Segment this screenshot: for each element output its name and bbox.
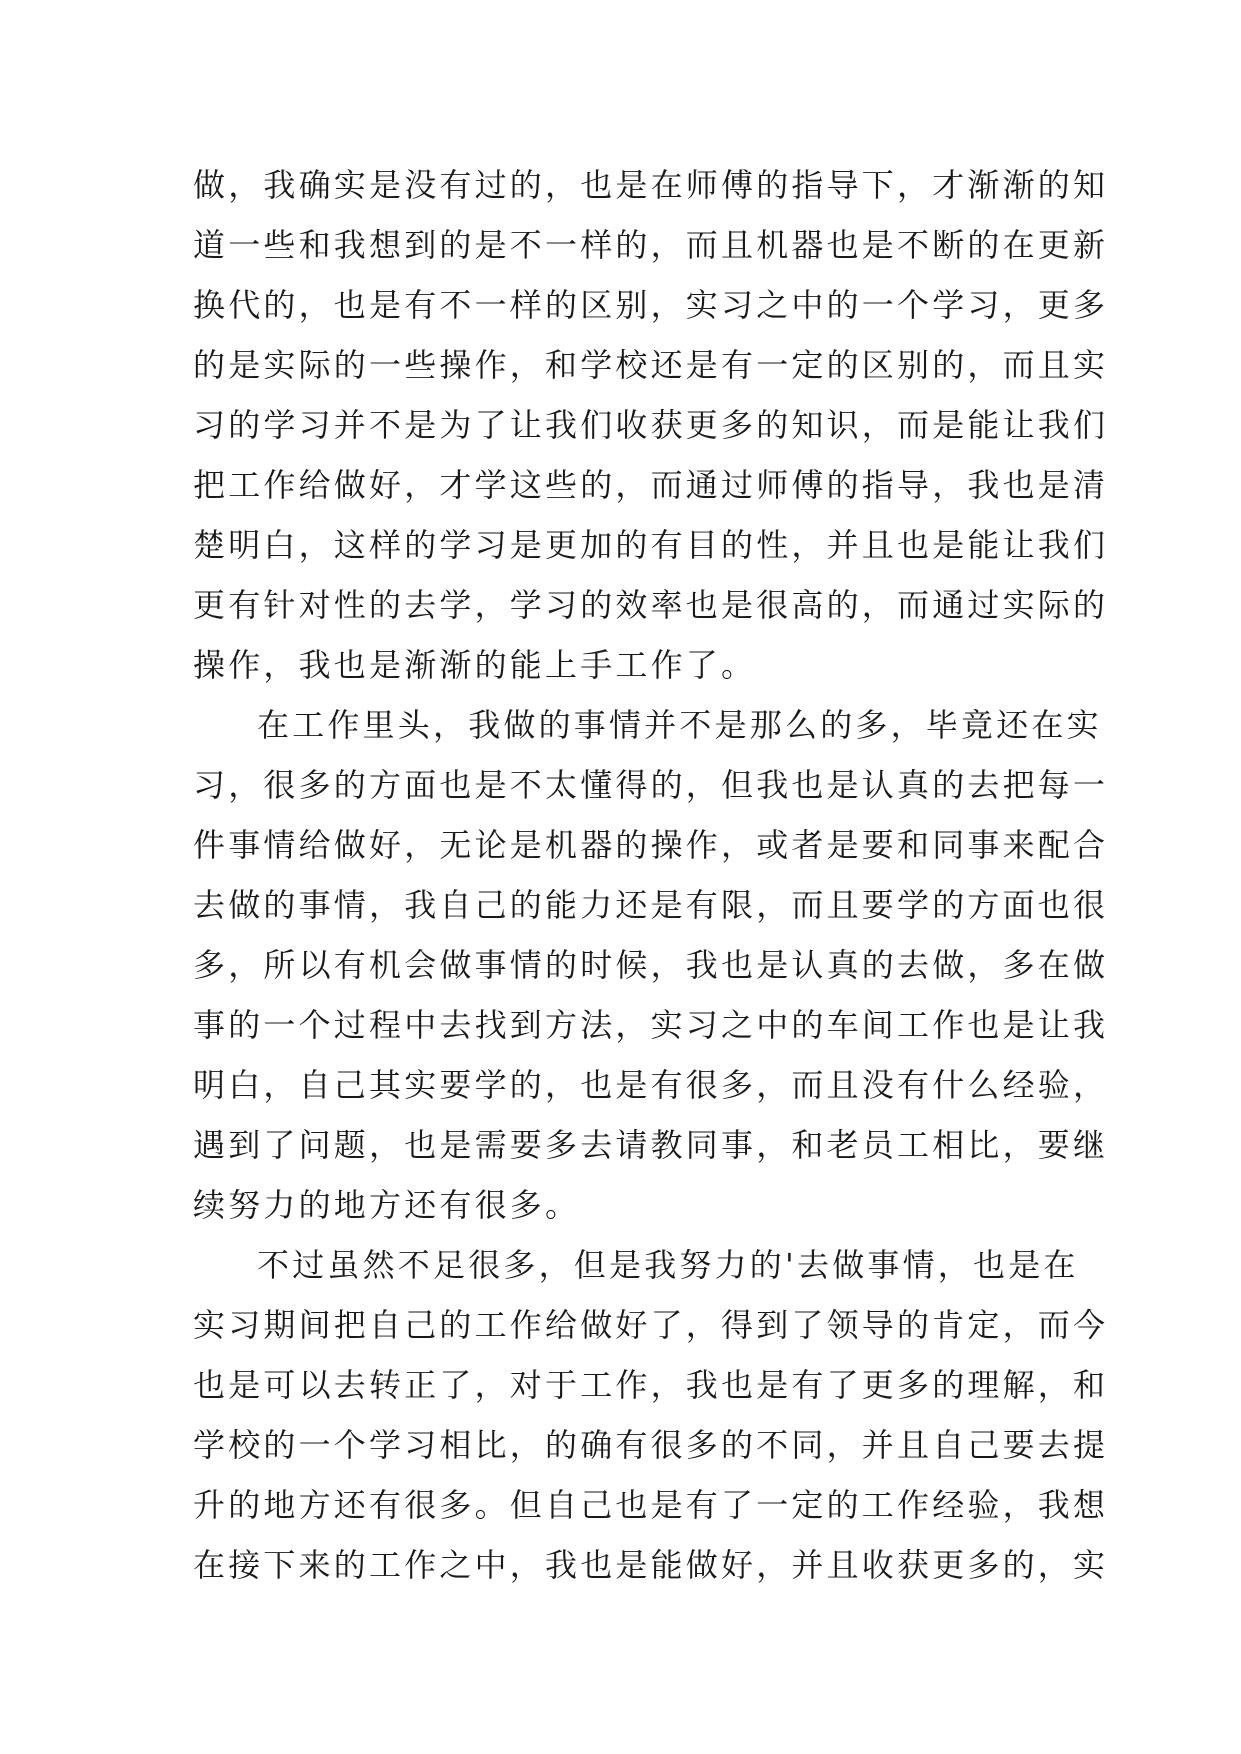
text-line: 不过虽然不足很多，但是我努力的'去做事情，也是在 (257, 1246, 1079, 1284)
text-line: 做，我确实是没有过的，也是在师傅的指导下，才渐渐的知 (193, 166, 1109, 204)
text-line: 也是可以去转正了，对于工作，我也是有了更多的理解，和 (193, 1366, 1109, 1404)
text-line: 去做的事情，我自己的能力还是有限，而且要学的方面也很 (193, 886, 1109, 924)
text-line: 在工作里头，我做的事情并不是那么的多，毕竟还在实 (257, 706, 1102, 744)
text-line: 在接下来的工作之中，我也是能做好，并且收获更多的，实 (193, 1546, 1109, 1584)
text-line: 学校的一个学习相比，的确有很多的不同，并且自己要去提 (193, 1426, 1109, 1464)
text-line: 明白，自己其实要学的，也是有很多，而且没有什么经验， (193, 1066, 1109, 1104)
text-line: 件事情给做好，无论是机器的操作，或者是要和同事来配合 (193, 826, 1109, 864)
document-body (193, 155, 1109, 1595)
text-line: 事的一个过程中去找到方法，实习之中的车间工作也是让我 (193, 1006, 1109, 1044)
text-line: 续努力的地方还有很多。 (193, 1186, 581, 1224)
text-line: 实习期间把自己的工作给做好了，得到了领导的肯定，而今 (193, 1306, 1109, 1344)
text-line: 遇到了问题，也是需要多去请教同事，和老员工相比，要继 (193, 1126, 1109, 1164)
text-line: 楚明白，这样的学习是更加的有目的性，并且也是能让我们 (193, 526, 1109, 564)
text-line: 多，所以有机会做事情的时候，我也是认真的去做，多在做 (193, 946, 1109, 984)
text-line: 习的学习并不是为了让我们收获更多的知识，而是能让我们 (193, 406, 1109, 444)
text-line: 操作，我也是渐渐的能上手工作了。 (193, 646, 757, 684)
text-line: 换代的，也是有不一样的区别，实习之中的一个学习，更多 (193, 286, 1109, 324)
text-line: 习，很多的方面也是不太懂得的，但我也是认真的去把每一 (193, 766, 1109, 804)
text-line: 的是实际的一些操作，和学校还是有一定的区别的，而且实 (193, 346, 1109, 384)
text-line: 把工作给做好，才学这些的，而通过师傅的指导，我也是清 (193, 466, 1109, 504)
text-line: 道一些和我想到的是不一样的，而且机器也是不断的在更新 (193, 226, 1109, 264)
text-line: 更有针对性的去学，学习的效率也是很高的，而通过实际的 (193, 586, 1109, 624)
text-line: 升的地方还有很多。但自己也是有了一定的工作经验，我想 (193, 1486, 1109, 1524)
